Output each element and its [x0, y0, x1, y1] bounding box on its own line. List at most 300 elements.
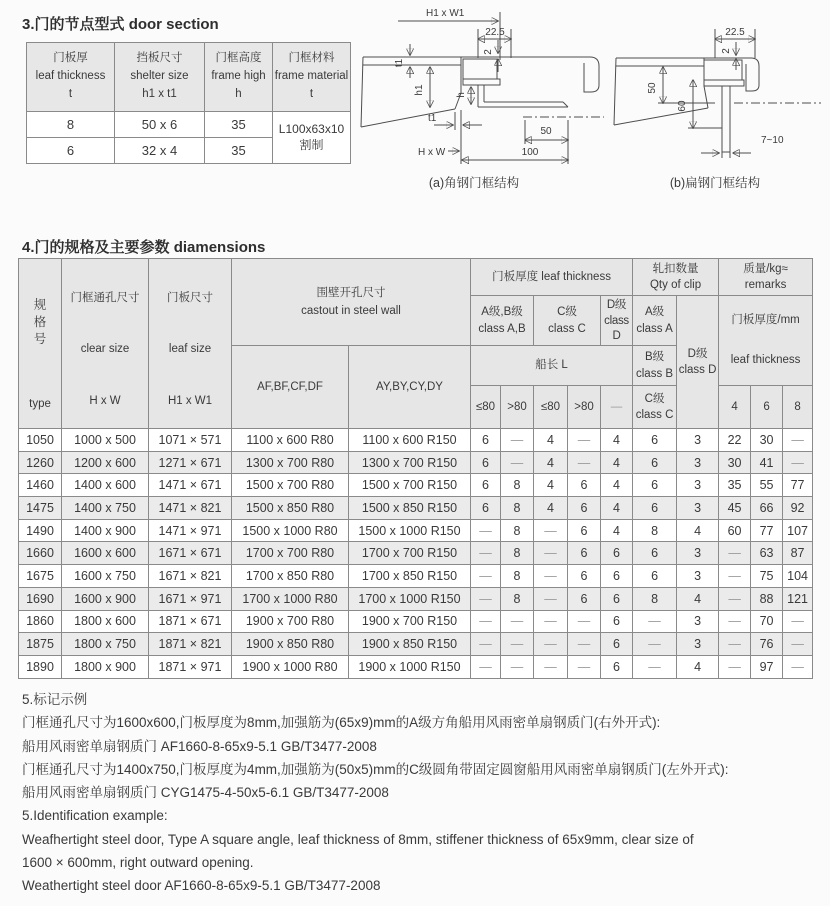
spec-cell: 1890: [19, 655, 62, 678]
spec-cell: 1700 x 850 R150: [349, 565, 471, 588]
spec-row: [19, 451, 813, 474]
spec-cell: —: [719, 633, 751, 656]
spec-cell: 1300 x 700 R80: [232, 451, 349, 474]
spec-cell: 3: [677, 542, 719, 565]
label-zh: C级: [557, 306, 577, 319]
drawing-lines: [361, 12, 604, 164]
label-zh: A级,B级: [481, 306, 523, 319]
spec-cell: 4: [677, 519, 719, 542]
section5-line: 1600 × 600mm, right outward opening.: [22, 855, 254, 871]
spec-cell: 1475: [19, 497, 62, 520]
spec-cell: —: [568, 655, 601, 678]
label-gap: 2: [721, 48, 732, 54]
spec-row: [19, 565, 813, 588]
spec-cell: 1600 x 750: [62, 565, 149, 588]
spec-row: [19, 519, 813, 542]
spec-cell: 1700 x 1000 R150: [349, 587, 471, 610]
spec-cell: 4: [601, 497, 633, 520]
spec-cell: 4: [534, 451, 568, 474]
label-en: clear size: [80, 343, 130, 356]
spec-cell: 6: [601, 633, 633, 656]
spec-cell: 6: [601, 542, 633, 565]
spec-cell: 8: [501, 497, 534, 520]
spec-cell: —: [534, 519, 568, 542]
header-clip-qty: [633, 259, 719, 296]
label-zh: D级: [687, 347, 708, 360]
header-mass-8: 8: [783, 386, 813, 429]
spec-cell: —: [568, 610, 601, 633]
diagram-a-caption: (a)角钢门框结构: [428, 176, 520, 190]
cell-h: 35: [205, 112, 273, 138]
spec-cell: —: [471, 587, 501, 610]
label-7-10: 7~10: [761, 135, 784, 146]
spec-cell: 55: [751, 474, 783, 497]
spec-cell: 3: [677, 565, 719, 588]
spec-cell: 1071 × 571: [149, 429, 232, 452]
section3-title: [22, 13, 219, 34]
spec-cell: 6: [568, 542, 601, 565]
header-clear-size: [62, 259, 149, 429]
spec-cell: —: [471, 542, 501, 565]
door-section-header-row: [27, 43, 351, 112]
spec-row: [19, 497, 813, 520]
cell-t: 6: [27, 138, 115, 164]
spec-cell: 1490: [19, 519, 62, 542]
spec-cell: —: [719, 565, 751, 588]
header-clip-class-a: [633, 296, 677, 346]
spec-cell: 70: [751, 610, 783, 633]
label-60: 60: [677, 100, 688, 112]
header-class-c: [534, 296, 601, 346]
header-leaf-thickness: [27, 43, 115, 112]
spec-cell: 1260: [19, 451, 62, 474]
spec-cell: 1600 x 900: [62, 587, 149, 610]
spec-cell: 3: [677, 429, 719, 452]
spec-cell: 1671 × 821: [149, 565, 232, 588]
label-sym: H1 x W1: [167, 395, 213, 408]
spec-cell: 1800 x 600: [62, 610, 149, 633]
spec-cell: —: [633, 655, 677, 678]
label-zh: 门板厚度: [492, 270, 539, 283]
spec-cell: 41: [751, 451, 783, 474]
label-en: class D: [678, 364, 717, 376]
spec-cell: —: [719, 655, 751, 678]
spec-cell: 60: [719, 519, 751, 542]
header-castout-af: AF,BF,CF,DF: [232, 346, 349, 429]
spec-cell: 1500 x 700 R150: [349, 474, 471, 497]
spec-cell: 22: [719, 429, 751, 452]
header-clip-class-d: [677, 296, 719, 429]
spec-cell: —: [471, 565, 501, 588]
label-zh: 挡板尺寸: [136, 52, 183, 65]
section5-line: Weafhertight steel door, Type A square angle, leaf thickness of 8mm, stiffener thickness of 65x9mm, clear size of: [22, 831, 694, 847]
spec-cell: 1271 × 671: [149, 451, 232, 474]
spec-cell: —: [471, 519, 501, 542]
label-sym: H x W: [89, 395, 121, 408]
label-t1: t1: [428, 113, 437, 124]
label-en: shelter size: [130, 70, 189, 83]
spec-cell: —: [633, 633, 677, 656]
spec-cell: 1900 x 700 R80: [232, 610, 349, 633]
header-class-ab: [471, 296, 534, 346]
spec-cell: 3: [677, 451, 719, 474]
spec-cell: 6: [633, 542, 677, 565]
spec-cell: 1660: [19, 542, 62, 565]
spec-cell: 107: [783, 519, 813, 542]
label-en: leaf thickness: [730, 354, 801, 367]
identification-example: [22, 688, 812, 898]
spec-cell: 97: [751, 655, 783, 678]
spec-cell: 30: [751, 429, 783, 452]
spec-cell: —: [568, 633, 601, 656]
spec-cell: 3: [677, 497, 719, 520]
spec-cell: 6: [601, 655, 633, 678]
spec-cell: 6: [568, 497, 601, 520]
spec-cell: 35: [719, 474, 751, 497]
spec-cell: —: [534, 633, 568, 656]
spec-cell: —: [783, 451, 813, 474]
section4-title: [22, 236, 265, 257]
diagram-b-caption: (b)扁钢门框结构: [669, 176, 761, 190]
spec-cell: —: [501, 451, 534, 474]
label-sym: t: [309, 87, 314, 100]
spec-cell: 6: [471, 429, 501, 452]
spec-cell: 1900 x 850 R150: [349, 633, 471, 656]
spec-cell: 6: [633, 474, 677, 497]
label-overlap: 22.5: [485, 27, 505, 38]
header-castout: [232, 259, 471, 346]
spec-cell: 76: [751, 633, 783, 656]
spec-cell: 8: [501, 542, 534, 565]
spec-cell: —: [501, 610, 534, 633]
label-en: type: [29, 398, 51, 411]
label-en: frame material: [274, 70, 349, 83]
spec-cell: 8: [501, 565, 534, 588]
spec-cell: —: [783, 655, 813, 678]
section5-line: 5.标记示例: [22, 692, 88, 707]
spec-cell: 6: [471, 474, 501, 497]
label-zh: 门板厚度/mm: [731, 314, 800, 327]
spec-cell: 4: [601, 429, 633, 452]
section3-title-en: door section: [128, 16, 219, 33]
spec-cell: 1471 × 671: [149, 474, 232, 497]
spec-row: [19, 655, 813, 678]
spec-cell: —: [568, 429, 601, 452]
spec-cell: 1900 x 850 R80: [232, 633, 349, 656]
spec-cell: 6: [568, 587, 601, 610]
header-le80-ab: ≤80: [471, 386, 501, 429]
spec-cell: —: [534, 587, 568, 610]
header-type: [19, 259, 62, 429]
spec-cell: —: [568, 451, 601, 474]
spec-cell: 6: [633, 429, 677, 452]
label-en: class C: [635, 409, 674, 421]
spec-cell: —: [534, 565, 568, 588]
door-section-table: [26, 42, 351, 164]
spec-cell: 77: [783, 474, 813, 497]
spec-cell: —: [783, 633, 813, 656]
label-zh: 门框通孔尺寸: [70, 291, 140, 304]
label-leaf-size: H1 x W1: [426, 8, 465, 19]
spec-row: [19, 542, 813, 565]
section5-line: 门框通孔尺寸为1400x750,门板厚度为4mm,加强筋为(50x5)mm的C级圆角带固定圆窗船用风雨密单扇钢质门(左外开式):: [22, 761, 729, 777]
spec-cell: 4: [534, 429, 568, 452]
header-leaf-size: [149, 259, 232, 429]
spec-cell: 1871 × 821: [149, 633, 232, 656]
spec-cell: 4: [677, 587, 719, 610]
label-zh: B级: [644, 351, 665, 364]
spec-cell: 6: [633, 565, 677, 588]
spec-cell: 1500 x 850 R80: [232, 497, 349, 520]
spec-cell: 6: [471, 497, 501, 520]
spec-cell: —: [783, 610, 813, 633]
spec-cell: 1900 x 1000 R80: [232, 655, 349, 678]
spec-cell: 4: [601, 519, 633, 542]
spec-cell: 1700 x 700 R150: [349, 542, 471, 565]
section3-title-zh: 3.门的节点型式: [22, 16, 125, 33]
spec-cell: 75: [751, 565, 783, 588]
spec-cell: 6: [568, 519, 601, 542]
label-zh: 门板尺寸: [167, 291, 213, 304]
header-d-dash: —: [601, 386, 633, 429]
spec-cell: 77: [751, 519, 783, 542]
spec-cell: 1871 × 671: [149, 610, 232, 633]
spec-cell: —: [471, 610, 501, 633]
spec-cell: 8: [501, 587, 534, 610]
spec-cell: 1675: [19, 565, 62, 588]
spec-row: [19, 587, 813, 610]
spec-cell: —: [471, 633, 501, 656]
spec-cell: 1700 x 1000 R80: [232, 587, 349, 610]
spec-cell: 1400 x 750: [62, 497, 149, 520]
spec-cell: 1500 x 700 R80: [232, 474, 349, 497]
section5-line: 船用风雨密单扇钢质门 CYG1475-4-50x5-6.1 GB/T3477-2008: [22, 785, 389, 801]
label-overlap: 22.5: [725, 27, 745, 38]
section5-line: Weathertight steel door AF1660-8-65x9-5.1 GB/T3477-2008: [22, 878, 381, 894]
cell-h: 35: [205, 138, 273, 164]
cell-shelter: 32 x 4: [115, 138, 205, 164]
table-row: [27, 112, 351, 138]
header-ship-length: 船长 L: [471, 346, 633, 386]
spec-cell: —: [471, 655, 501, 678]
label-t1-small: t1: [394, 58, 405, 68]
label-100: 100: [521, 147, 539, 158]
spec-table-body: [19, 429, 813, 679]
label-clear-size: H x W: [418, 147, 446, 158]
label-en: castout in steel wall: [301, 304, 401, 317]
header-gt80-ab: >80: [501, 386, 534, 429]
spec-cell: 88: [751, 587, 783, 610]
drawing-lines: [614, 29, 821, 158]
cell-shelter: 50 x 6: [115, 112, 205, 138]
header-leaf-thickness: [471, 259, 633, 296]
spec-cell: 6: [633, 451, 677, 474]
spec-cell: —: [633, 610, 677, 633]
spec-cell: 6: [633, 497, 677, 520]
spec-cell: 1900 x 1000 R150: [349, 655, 471, 678]
spec-cell: 92: [783, 497, 813, 520]
spec-cell: —: [783, 429, 813, 452]
header-frame-high: [205, 43, 273, 112]
spec-cell: 4: [677, 655, 719, 678]
spec-cell: 1471 × 971: [149, 519, 232, 542]
spec-cell: 1460: [19, 474, 62, 497]
spec-row: [19, 474, 813, 497]
header-frame-material: [273, 43, 351, 112]
spec-cell: 1471 × 821: [149, 497, 232, 520]
spec-cell: —: [719, 542, 751, 565]
spec-cell: 8: [633, 587, 677, 610]
label-zh: 围壁开孔尺寸: [316, 287, 386, 300]
spec-cell: 45: [719, 497, 751, 520]
section5-line: 船用风雨密单扇钢质门 AF1660-8-65x9-5.1 GB/T3477-2008: [22, 738, 377, 754]
label-50: 50: [647, 82, 658, 94]
spec-cell: 63: [751, 542, 783, 565]
spec-cell: 8: [501, 474, 534, 497]
header-class-d: [601, 296, 633, 346]
label-zh: 门板厚: [53, 52, 88, 65]
label-sym: h: [235, 87, 242, 100]
spec-cell: 1400 x 900: [62, 519, 149, 542]
section5-line: 5.Identification example:: [22, 808, 168, 824]
angle-steel-frame-diagram: [358, 0, 606, 200]
spec-cell: 1100 x 600 R80: [232, 429, 349, 452]
spec-cell: 1800 x 750: [62, 633, 149, 656]
label-zh: 规格号: [33, 297, 47, 346]
header-mass-thickness: [719, 296, 813, 386]
spec-cell: 6: [568, 565, 601, 588]
spec-cell: —: [501, 429, 534, 452]
label-h1: h1: [414, 84, 425, 96]
spec-cell: —: [534, 655, 568, 678]
label-zh: 轧扣数量: [652, 262, 699, 275]
spec-cell: 6: [601, 565, 633, 588]
spec-cell: —: [501, 655, 534, 678]
spec-header-row-1: [19, 259, 813, 296]
spec-cell: 1800 x 900: [62, 655, 149, 678]
label-en: leaf thickness: [35, 70, 106, 83]
spec-cell: 1500 x 850 R150: [349, 497, 471, 520]
header-mass-4: 4: [719, 386, 751, 429]
label-en: Qty of clip: [649, 279, 702, 291]
header-shelter-size: [115, 43, 205, 112]
label-en: class D: [604, 315, 629, 342]
spec-cell: —: [719, 610, 751, 633]
spec-cell: 1671 × 971: [149, 587, 232, 610]
header-clip-class-b: [633, 346, 677, 386]
label-en: frame high: [211, 70, 266, 83]
spec-cell: 1690: [19, 587, 62, 610]
spec-cell: 6: [601, 610, 633, 633]
spec-cell: 6: [601, 587, 633, 610]
spec-cell: 1900 x 700 R150: [349, 610, 471, 633]
label-en: class B: [636, 367, 674, 380]
spec-cell: 3: [677, 610, 719, 633]
label-zh: D级: [606, 298, 627, 311]
section4-title-zh: 4.门的规格及主要参数: [22, 239, 170, 256]
spec-cell: 1100 x 600 R150: [349, 429, 471, 452]
spec-cell: 6: [568, 474, 601, 497]
label-gap: 2: [483, 49, 494, 55]
spec-cell: 1871 × 971: [149, 655, 232, 678]
spec-cell: 1200 x 600: [62, 451, 149, 474]
spec-cell: 1000 x 500: [62, 429, 149, 452]
label-sym: h1 x t1: [142, 87, 177, 100]
label-sym: t: [68, 87, 73, 100]
header-le80-c: ≤80: [534, 386, 568, 429]
spec-cell: 1600 x 600: [62, 542, 149, 565]
label-50: 50: [540, 126, 552, 137]
header-mass: [719, 259, 813, 296]
spec-row: [19, 610, 813, 633]
spec-cell: 4: [534, 497, 568, 520]
label-en: class C: [548, 322, 586, 335]
label-en: leaf size: [168, 343, 212, 356]
cell-t: 8: [27, 112, 115, 138]
spec-cell: 30: [719, 451, 751, 474]
header-clip-class-c: [633, 386, 677, 429]
spec-cell: 121: [783, 587, 813, 610]
door-spec-table: [18, 258, 813, 679]
label-en: remarks: [744, 279, 787, 291]
spec-cell: 6: [471, 451, 501, 474]
spec-cell: 4: [534, 474, 568, 497]
label-zh: C级: [644, 392, 665, 405]
label-zh: 质量/kg≈: [743, 262, 788, 275]
spec-cell: 1700 x 700 R80: [232, 542, 349, 565]
label-zh: 门框高度: [215, 52, 262, 65]
label-h: h: [456, 92, 467, 98]
spec-cell: 4: [601, 474, 633, 497]
label-zh: A级: [644, 306, 665, 319]
spec-cell: 1700 x 850 R80: [232, 565, 349, 588]
spec-row: [19, 429, 813, 452]
spec-cell: 8: [501, 519, 534, 542]
spec-cell: 4: [601, 451, 633, 474]
spec-row: [19, 633, 813, 656]
spec-cell: 1500 x 1000 R80: [232, 519, 349, 542]
spec-cell: 3: [677, 633, 719, 656]
spec-cell: 104: [783, 565, 813, 588]
spec-cell: 8: [633, 519, 677, 542]
spec-cell: 1500 x 1000 R150: [349, 519, 471, 542]
cell-material: L100x63x10割制: [273, 112, 351, 164]
header-mass-6: 6: [751, 386, 783, 429]
section5-line: 门框通孔尺寸为1600x600,门板厚度为8mm,加强筋为(65x9)mm的A级方角船用风雨密单扇钢质门(右外开式):: [22, 715, 661, 731]
spec-cell: —: [534, 542, 568, 565]
section4-title-en: diamensions: [173, 239, 266, 256]
header-castout-ay: AY,BY,CY,DY: [349, 346, 471, 429]
spec-cell: —: [719, 587, 751, 610]
spec-cell: 1400 x 600: [62, 474, 149, 497]
spec-cell: 66: [751, 497, 783, 520]
spec-cell: 1050: [19, 429, 62, 452]
spec-cell: 1671 × 671: [149, 542, 232, 565]
label-en: leaf thickness: [541, 270, 611, 283]
spec-cell: 87: [783, 542, 813, 565]
label-en: class A: [636, 322, 673, 335]
spec-cell: —: [501, 633, 534, 656]
spec-cell: 3: [677, 474, 719, 497]
spec-cell: 1300 x 700 R150: [349, 451, 471, 474]
label-en: class A,B: [478, 322, 526, 335]
flat-steel-frame-diagram: [603, 0, 828, 200]
spec-cell: 1860: [19, 610, 62, 633]
header-gt80-c: >80: [568, 386, 601, 429]
spec-cell: 1875: [19, 633, 62, 656]
dimension-labels: [394, 8, 552, 190]
label-zh: 门框材料: [288, 52, 335, 65]
